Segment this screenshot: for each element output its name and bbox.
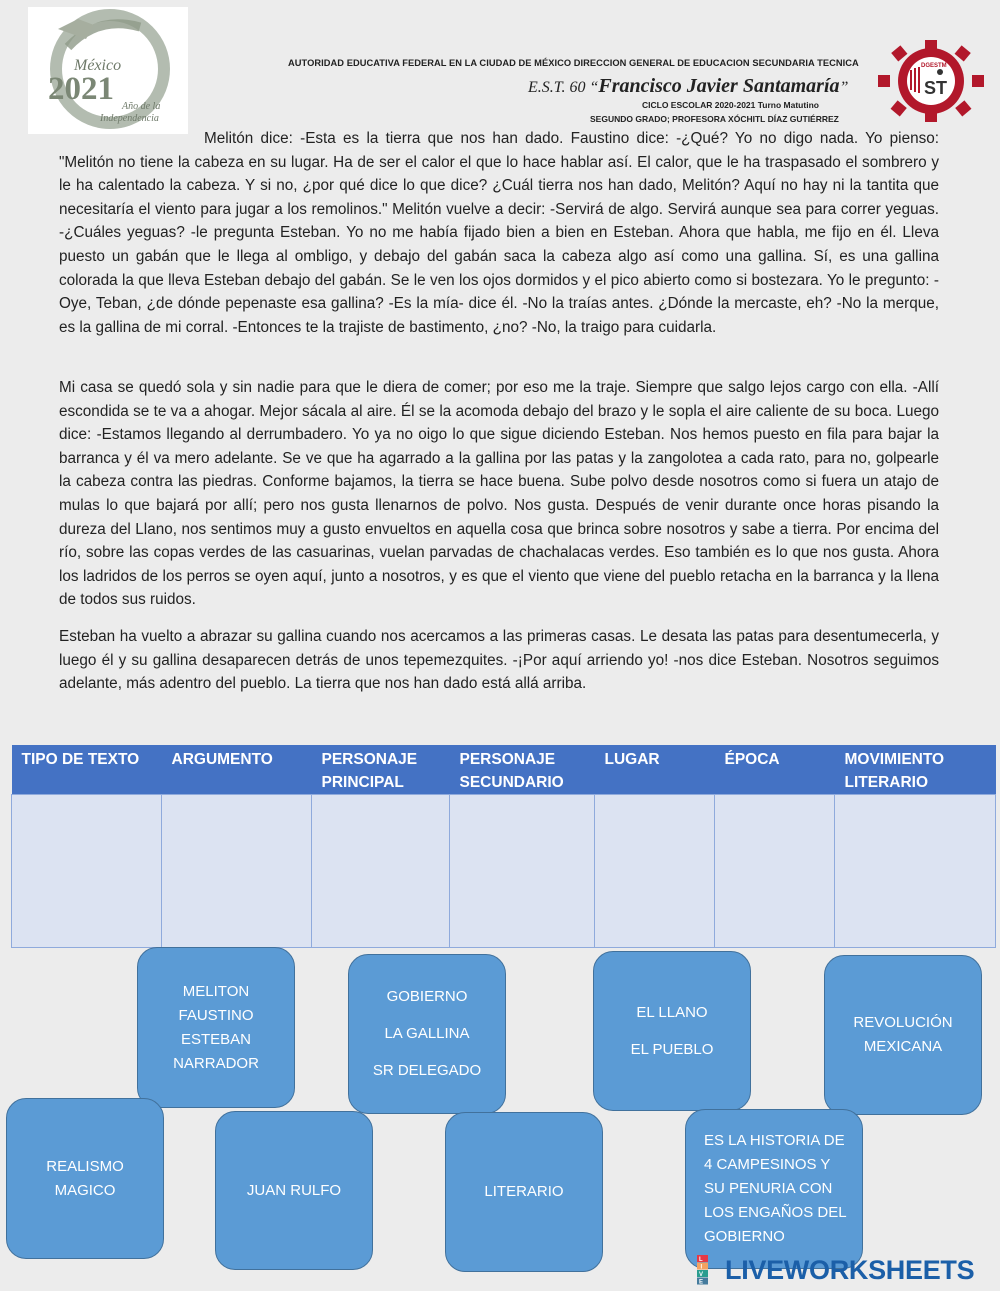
- liveworksheets-watermark: [697, 1254, 974, 1286]
- card-line: SR DELEGADO: [372, 1062, 482, 1079]
- card-line: MAGICO: [54, 1181, 116, 1199]
- drop-zone-epoca[interactable]: [715, 795, 835, 948]
- card-line: ES LA HISTORIA DE: [704, 1132, 845, 1149]
- drop-zone-argumento[interactable]: [162, 795, 312, 948]
- story-paragraph-3: Esteban ha vuelto a abrazar su gallina cuando nos acercamos a las primeras casas. Le desata las patas para desentumecerla, y luego él y su gallina desaparecen detrás de unos tepemezquites. -¡Por aquí arriendo yo! -nos dice Esteban. Nosotros seguimos adelante, más adentro del pueblo. La tierra que nos han dado está allá arriba.: [59, 628, 939, 693]
- card-epoca[interactable]: [824, 955, 982, 1115]
- school-name: Francisco Javier Santamaría: [598, 75, 840, 97]
- teacher-line: SEGUNDO GRADO; PROFESORA XÓCHITL DÍAZ GUTIÉRREZ: [590, 114, 839, 124]
- card-line: REALISMO: [46, 1157, 124, 1175]
- drop-zone-lugar[interactable]: [595, 795, 715, 948]
- card-line: MEXICANA: [863, 1038, 943, 1055]
- header-movimiento-literario: MOVIMIENTO LITERARIO: [835, 745, 996, 795]
- svg-text:L: L: [699, 1257, 703, 1263]
- card-line: FAUSTINO: [178, 1006, 254, 1024]
- school-prefix: E.S.T. 60 “: [528, 79, 599, 96]
- logo-text-year: 2021: [48, 71, 114, 107]
- header-personaje-secundario: PERSONAJE SECUNDARIO: [450, 745, 595, 795]
- card-line: MELITON: [182, 982, 250, 1000]
- card-personajes[interactable]: [137, 947, 295, 1108]
- card-line: LA GALLINA: [384, 1025, 470, 1042]
- logo-text-line1: Año de la: [122, 101, 161, 112]
- authority-heading: AUTORIDAD EDUCATIVA FEDERAL EN LA CIUDAD DE MÉXICO DIRECCION GENERAL DE EDUCACION SECUNDARIA TECNICA: [288, 58, 859, 68]
- card-line: GOBIERNO: [704, 1228, 785, 1245]
- logo-text-line2: Independencia: [100, 113, 159, 124]
- card-line: EL LLANO: [636, 1003, 708, 1021]
- story-paragraph-1: Melitón dice: -Esta es la tierra que nos han dado. Faustino dice: -¿Qué? Yo no digo nada. Yo pienso: "Melitón no tiene la cabeza en su lugar. Ha de ser el calor el que lo hace hablar así. El calor, que le ha traspasado el sombrero y le ha calentado la cabeza. Y si no, ¿por qué dice lo que dice? ¿Cuál tierra nos han dado, Melitón? Aquí no hay ni la tantita que necesitaría el viento para jugar a los remolinos." Melitón vuelve a decir: -Servirá de algo. Servirá aunque sea para correr yeguas. -¿Cuáles yeguas? -le pregunta Esteban. Yo no me había fijado bien a bien en Esteban. Ahora que habla, me fijo en él. Lleva puesto un gabán que le llega al ombligo, y debajo del gabán saca la cabeza algo así como una gallina. Sí, es una gallina colorada la que lleva Esteban debajo del gabán. Se le ven los ojos dormidos y el pico abierto como si bostezara. Yo le pregunto: -Oye, Teban, ¿de dónde pepenaste esa gallina? -Es la mía- dice él. -No la traías antes. ¿Dónde la mercaste, eh? -No la merque, es la gallina de mi corral. -Entonces te la trajiste de bastimento, ¿no? -No, la traigo para cuidarla.: [59, 130, 939, 336]
- school-name-heading: [528, 75, 848, 98]
- story-paragraph-2: Mi casa se quedó sola y sin nadie para que le diera de comer; por eso me la traje. Siempre que salgo lejos cargo con ella. -Allí escondida se te va a ahogar. Mejor sácala al aire. Él se la acomoda debajo del brazo y le sopla el aire caliente de su boca. Luego dice: -Estamos llegando al derrumbadero. Yo ya no oigo lo que sigue diciendo Esteban. Nos hemos puesto en fila para bajar la barranca y él va mero adelante. Se ve que ha agarrado a la gallina por las patas y la zangolotea a cada rato, para no, golpearle la cabeza contra las piedras. Conforme bajamos, la tierra se hace buena. Sube polvo desde nosotros como si fuera un atajo de mulas lo que bajará por allí; pero nos gusta llenarnos de polvo. Nos gusta. Después de venir durante once horas pisando la dureza del Llano, nos sentimos muy a gusto envueltos en aquella cosa que brinca sobre nosotros y sabe a tierra. Por encima del río, sobre las copas verdes de las casuarinas, vuelan parvadas de chachalacas verdes. Eso también es lo que nos gusta. Ahora los ladridos de los perros se oyen aquí, junto a nosotros, y es que el viento que viene del pueblo retacha en la barranca y la llena de todos sus ruidos.: [59, 379, 939, 609]
- card-personajes-secundarios[interactable]: [348, 954, 506, 1114]
- card-lugares[interactable]: [593, 951, 751, 1111]
- card-line: LITERARIO: [484, 1183, 564, 1200]
- drop-zone-movimiento-literario[interactable]: [835, 795, 996, 948]
- card-movimiento[interactable]: [6, 1098, 164, 1259]
- school-suffix: ”: [839, 79, 849, 96]
- svg-text:E: E: [699, 1279, 704, 1285]
- drop-zone-personaje-secundario[interactable]: [450, 795, 595, 948]
- card-line: LOS ENGAÑOS DEL: [704, 1204, 847, 1221]
- liveworksheets-text: LIVEWORKSHEETS: [725, 1254, 975, 1285]
- dgest-logo: [876, 40, 986, 122]
- school-cycle: CICLO ESCOLAR 2020-2021 Turno Matutino: [642, 100, 819, 110]
- svg-text:V: V: [699, 1272, 704, 1278]
- drop-zone-personaje-principal[interactable]: [312, 795, 450, 948]
- header-epoca: ÉPOCA: [715, 745, 835, 795]
- card-line: EL PUEBLO: [630, 1040, 714, 1058]
- header-lugar: LUGAR: [595, 745, 715, 795]
- card-line: ESTEBAN: [180, 1030, 252, 1048]
- card-line: SU PENURIA CON: [704, 1180, 833, 1197]
- answer-table: [11, 745, 996, 948]
- header-personaje-principal: PERSONAJE PRINCIPAL: [312, 745, 450, 795]
- card-line: JUAN RULFO: [246, 1181, 342, 1199]
- svg-text:I: I: [700, 1264, 703, 1271]
- drop-zone-tipo-de-texto[interactable]: [12, 795, 162, 948]
- table-header-row: [12, 745, 996, 795]
- header-tipo-de-texto: TIPO DE TEXTO: [12, 745, 162, 795]
- card-line: GOBIERNO: [386, 988, 468, 1005]
- logo-text-mexico: México: [74, 57, 122, 74]
- live-badge-icon: [697, 1255, 721, 1285]
- card-autor[interactable]: [215, 1111, 373, 1270]
- card-line: 4 CAMPESINOS Y: [704, 1156, 831, 1173]
- card-tipo-de-texto[interactable]: [445, 1112, 603, 1272]
- logo-label: DGESTM: [921, 63, 947, 69]
- logo-initials: ST: [924, 78, 948, 98]
- mexico-2021-logo: [28, 7, 188, 134]
- card-argumento[interactable]: [685, 1109, 863, 1269]
- header-argumento: ARGUMENTO: [162, 745, 312, 795]
- card-line: NARRADOR: [173, 1054, 259, 1072]
- drop-row: [12, 795, 996, 948]
- card-line: REVOLUCIÓN: [853, 1014, 953, 1031]
